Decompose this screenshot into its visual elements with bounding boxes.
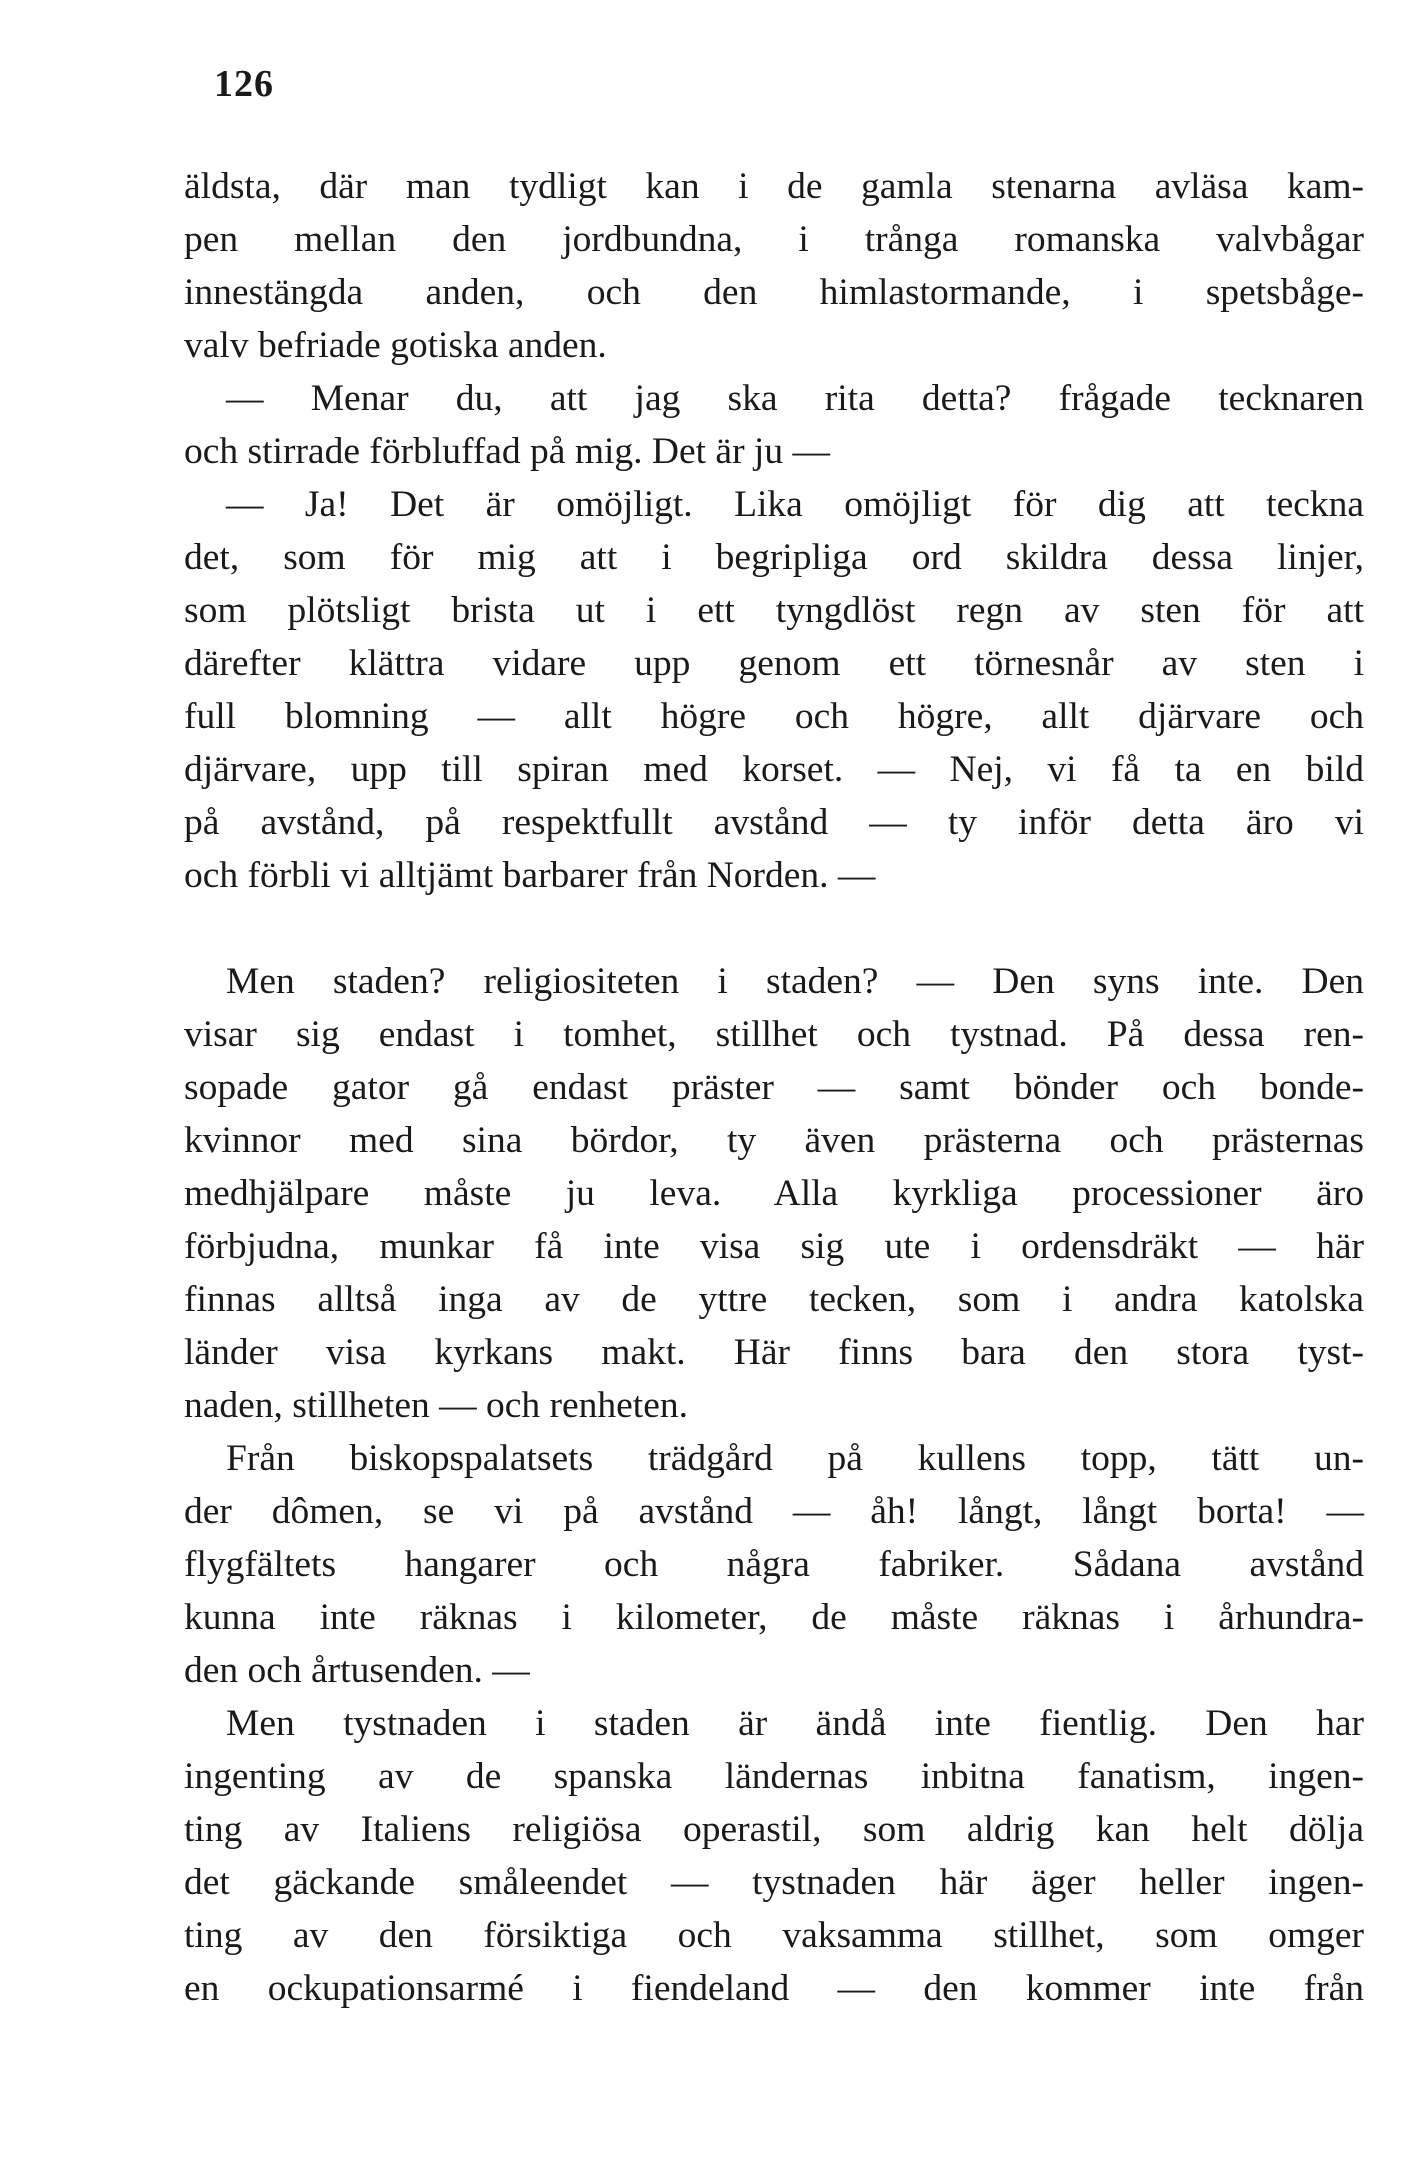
- text-line: medhjälpare måste ju leva. Alla kyrkliga processioner äro: [184, 1173, 1364, 1214]
- text-line: och förbli vi alltjämt barbarer från Norden. —: [184, 855, 876, 896]
- paragraph-gap: [184, 902, 1364, 955]
- text-line: kvinnor med sina bördor, ty även prästerna och prästernas: [184, 1120, 1364, 1161]
- text-line: djärvare, upp till spiran med korset. — Nej, vi få ta en bild: [184, 749, 1364, 790]
- text-line: förbjudna, munkar få inte visa sig ute i ordensdräkt — här: [184, 1226, 1364, 1267]
- text-line: Men staden? religiositeten i staden? — Den syns inte. Den: [226, 961, 1364, 1002]
- text-line: innestängda anden, och den himlastormande, i spetsbåge-: [184, 272, 1364, 313]
- page-number: 126: [214, 63, 274, 105]
- text-line: — Ja! Det är omöjligt. Lika omöjligt för dig att teckna: [226, 484, 1364, 525]
- text-line: äldsta, där man tydligt kan i de gamla stenarna avläsa kam-: [184, 166, 1364, 207]
- text-line: naden, stillheten — och renheten.: [184, 1385, 688, 1426]
- text-line: — Menar du, att jag ska rita detta? frågade tecknaren: [226, 378, 1364, 419]
- body-text: [184, 160, 1364, 2015]
- text-line: Från biskopspalatsets trädgård på kullens topp, tätt un-: [226, 1438, 1364, 1479]
- text-line: en ockupationsarmé i fiendeland — den kommer inte från: [184, 1968, 1364, 2009]
- text-line: flygfältets hangarer och några fabriker. Sådana avstånd: [184, 1544, 1364, 1585]
- text-line: ting av den försiktiga och vaksamma stillhet, som omger: [184, 1915, 1364, 1956]
- text-line: länder visa kyrkans makt. Här finns bara den stora tyst-: [184, 1332, 1364, 1373]
- text-line: och stirrade förbluffad på mig. Det är ju —: [184, 431, 830, 472]
- text-line: därefter klättra vidare upp genom ett törnesnår av sten i: [184, 643, 1364, 684]
- text-line: ting av Italiens religiösa operastil, som aldrig kan helt dölja: [184, 1809, 1364, 1850]
- text-line: ingenting av de spanska ländernas inbitna fanatism, ingen-: [184, 1756, 1364, 1797]
- text-line: det, som för mig att i begripliga ord skildra dessa linjer,: [184, 537, 1364, 578]
- text-line: på avstånd, på respektfullt avstånd — ty inför detta äro vi: [184, 802, 1364, 843]
- text-line: det gäckande småleendet — tystnaden här äger heller ingen-: [184, 1862, 1364, 1903]
- text-line: sopade gator gå endast präster — samt bönder och bonde-: [184, 1067, 1364, 1108]
- text-line: finnas alltså inga av de yttre tecken, som i andra katolska: [184, 1279, 1364, 1320]
- text-line: valv befriade gotiska anden.: [184, 325, 607, 366]
- text-line: full blomning — allt högre och högre, allt djärvare och: [184, 696, 1364, 737]
- text-line: kunna inte räknas i kilometer, de måste räknas i århundra-: [184, 1597, 1364, 1638]
- text-line: Men tystnaden i staden är ändå inte fientlig. Den har: [226, 1703, 1364, 1744]
- text-line: den och årtusenden. —: [184, 1650, 530, 1691]
- text-line: pen mellan den jordbundna, i trånga romanska valvbågar: [184, 219, 1364, 260]
- text-line: visar sig endast i tomhet, stillhet och tystnad. På dessa ren-: [184, 1014, 1364, 1055]
- text-line: der dômen, se vi på avstånd — åh! långt, långt borta! —: [184, 1491, 1364, 1532]
- text-line: som plötsligt brista ut i ett tyngdlöst regn av sten för att: [184, 590, 1364, 631]
